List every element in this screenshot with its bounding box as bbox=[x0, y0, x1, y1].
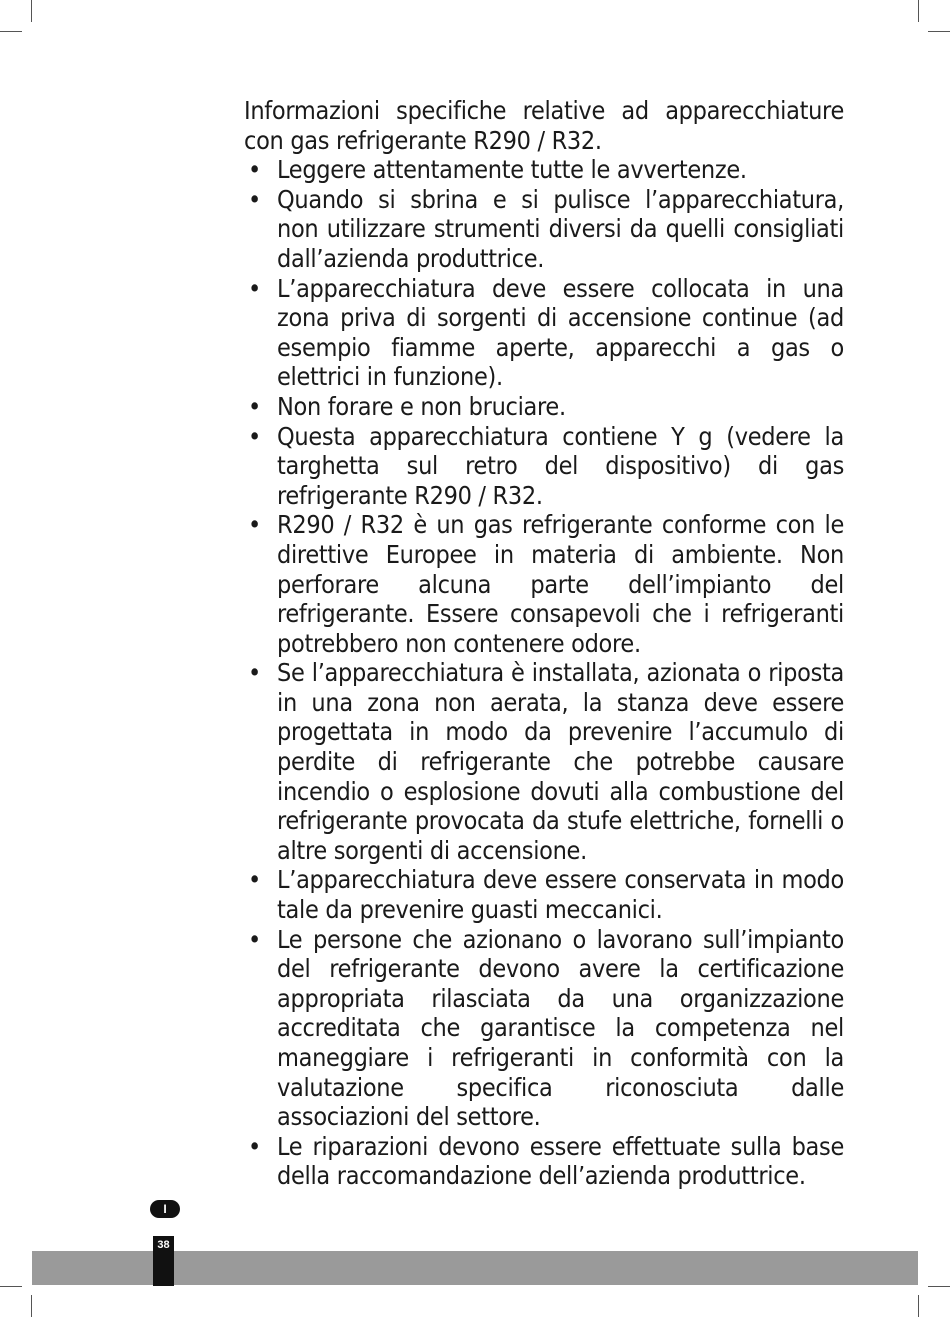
crop-mark-top-right-h bbox=[928, 31, 950, 32]
bullet-text: Se l’apparecchiatura è installata, azionata o riposta in una zona non aerata, la stanza deve essere progettata in modo da prevenire l’accumulo di perdite di refrigerante che potrebbe causare incendio o esplosione dovuti alla combustione del refrigerante provocata da stufe elettriche, fornelli o altre sorgenti di accensione. bbox=[277, 658, 844, 865]
bullet-item bbox=[244, 925, 844, 1132]
bullet-dot: • bbox=[248, 155, 261, 185]
bullet-item bbox=[244, 422, 844, 511]
bullet-item bbox=[244, 658, 844, 865]
crop-mark-bottom-left-v bbox=[31, 1295, 32, 1317]
bullet-item bbox=[244, 865, 844, 924]
bullet-dot: • bbox=[248, 1131, 261, 1161]
bullet-dot: • bbox=[248, 865, 261, 895]
bullet-item bbox=[244, 185, 844, 274]
crop-mark-top-right-v bbox=[918, 0, 919, 22]
bullet-text: L’apparecchiatura deve essere conservata in modo tale da prevenire guasti meccanici. bbox=[277, 865, 844, 925]
language-badge: I bbox=[150, 1200, 180, 1218]
bullet-dot: • bbox=[248, 658, 261, 688]
page-number-tab bbox=[153, 1236, 174, 1286]
crop-mark-bottom-right-h bbox=[928, 1286, 950, 1287]
bullet-item bbox=[244, 155, 844, 185]
safety-bullet-list bbox=[244, 155, 844, 1191]
bullet-dot: • bbox=[248, 510, 261, 540]
intro-paragraph: Informazioni specifiche relative ad apparecchiature con gas refrigerante R290 / R32. bbox=[244, 96, 844, 155]
bullet-text: Questa apparecchiatura contiene Y g (vedere la targhetta sul retro del dispositivo) di gas refrigerante R290 / R32. bbox=[277, 421, 844, 510]
bullet-item bbox=[244, 510, 844, 658]
bullet-text: Le persone che azionano o lavorano sull’impianto del refrigerante devono avere la certificazione appropriata rilasciata da una organizzazione accreditata che garantisce la competenza nel maneggiare i refrigeranti in conformità con la valutazione specifica riconosciuta dalle associazioni del settore. bbox=[277, 924, 844, 1132]
bullet-text: Non forare e non bruciare. bbox=[277, 391, 566, 421]
bullet-dot: • bbox=[248, 421, 261, 451]
bullet-dot: • bbox=[248, 391, 261, 421]
page-number: 38 bbox=[157, 1239, 170, 1251]
bullet-item bbox=[244, 274, 844, 392]
bullet-text: L’apparecchiatura deve essere collocata in una zona priva di sorgenti di accensione continue (ad esempio fiamme aperte, apparecchi a gas o elettrici in funzione). bbox=[277, 273, 844, 392]
bullet-dot: • bbox=[248, 184, 261, 214]
bullet-item bbox=[244, 392, 844, 422]
crop-mark-top-left-v bbox=[31, 0, 32, 22]
crop-mark-bottom-right-v bbox=[918, 1295, 919, 1317]
bullet-dot: • bbox=[248, 273, 261, 303]
safety-text-block bbox=[244, 96, 844, 1191]
crop-mark-bottom-left-h bbox=[0, 1286, 22, 1287]
bullet-text: R290 / R32 è un gas refrigerante conforme con le direttive Europee in materia di ambiente. Non perforare alcuna parte dell’impianto del refrigerante. Essere consapevoli che i refrigeranti potrebbero non contenere odore. bbox=[277, 510, 844, 658]
bullet-text: Leggere attentamente tutte le avvertenze. bbox=[277, 155, 747, 185]
bullet-text: Le riparazioni devono essere effettuate sulla base della raccomandazione dell’azienda produttrice. bbox=[277, 1131, 844, 1191]
bullet-text: Quando si sbrina e si pulisce l’apparecchiatura, non utilizzare strumenti diversi da quelli consigliati dall’azienda produttrice. bbox=[277, 184, 844, 273]
bullet-dot: • bbox=[248, 924, 261, 954]
crop-mark-top-left-h bbox=[0, 31, 22, 32]
bullet-item bbox=[244, 1132, 844, 1191]
